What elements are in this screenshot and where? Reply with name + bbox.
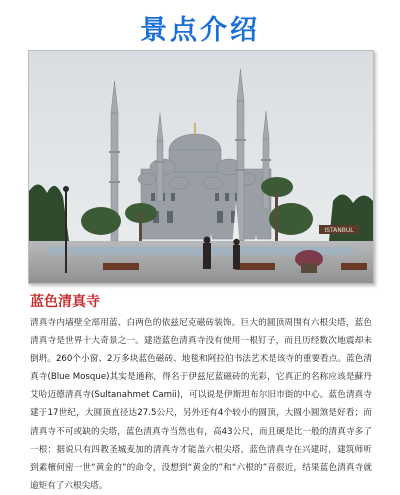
section-title: 蓝色清真寺: [30, 294, 100, 310]
mosque-illustration: [29, 51, 373, 283]
lamp-post: [65, 191, 67, 273]
sign-text: ISTANBUL: [324, 227, 354, 234]
article-body: [30, 314, 372, 495]
article-paragraph: 清真寺内墙壁全部用蓝、白两色的依兹尼克磁砖装饰。巨大的圆顶周围有六根尖塔，蓝色清真寺是世界十大奇景之一。建造蓝色清真寺没有使用一根钉子，而且历经数次地震却未倒坍。260个小窗、2万多块蓝色磁砖、地毯和阿拉伯书法艺术是该寺的重要看点。蓝色清真寺(Blue Mosque)其实是通称，得名于伊兹尼蓝磁砖的光彩，它真正的名称应该是蘇丹艾哈迈德清真寺(Sultanahmet Camii)，可以说是伊斯坦布尔旧市街的中心。蓝色清真寺建于17世纪，大圆顶直径达27.5公尺，另外还有4个较小的圆顶，大圆小圆煞是好看；而清真寺不可或缺的尖塔，蓝色清真寺当然也有，高43公尺，而且硬是比一般的清真寺多了一根：据说只有四教圣城麦加的清真寺才能盖六根尖塔，蓝色清真寺在兴建时，建筑师听到素檀何密一世“黄金的”的命令，没想到“黄金的”和“六根的”音很近，结果蓝色清真寺就逾矩有了六根尖塔。: [30, 318, 372, 491]
blue-mosque-photo: [28, 50, 374, 284]
page-title: 景点介绍: [140, 15, 260, 46]
